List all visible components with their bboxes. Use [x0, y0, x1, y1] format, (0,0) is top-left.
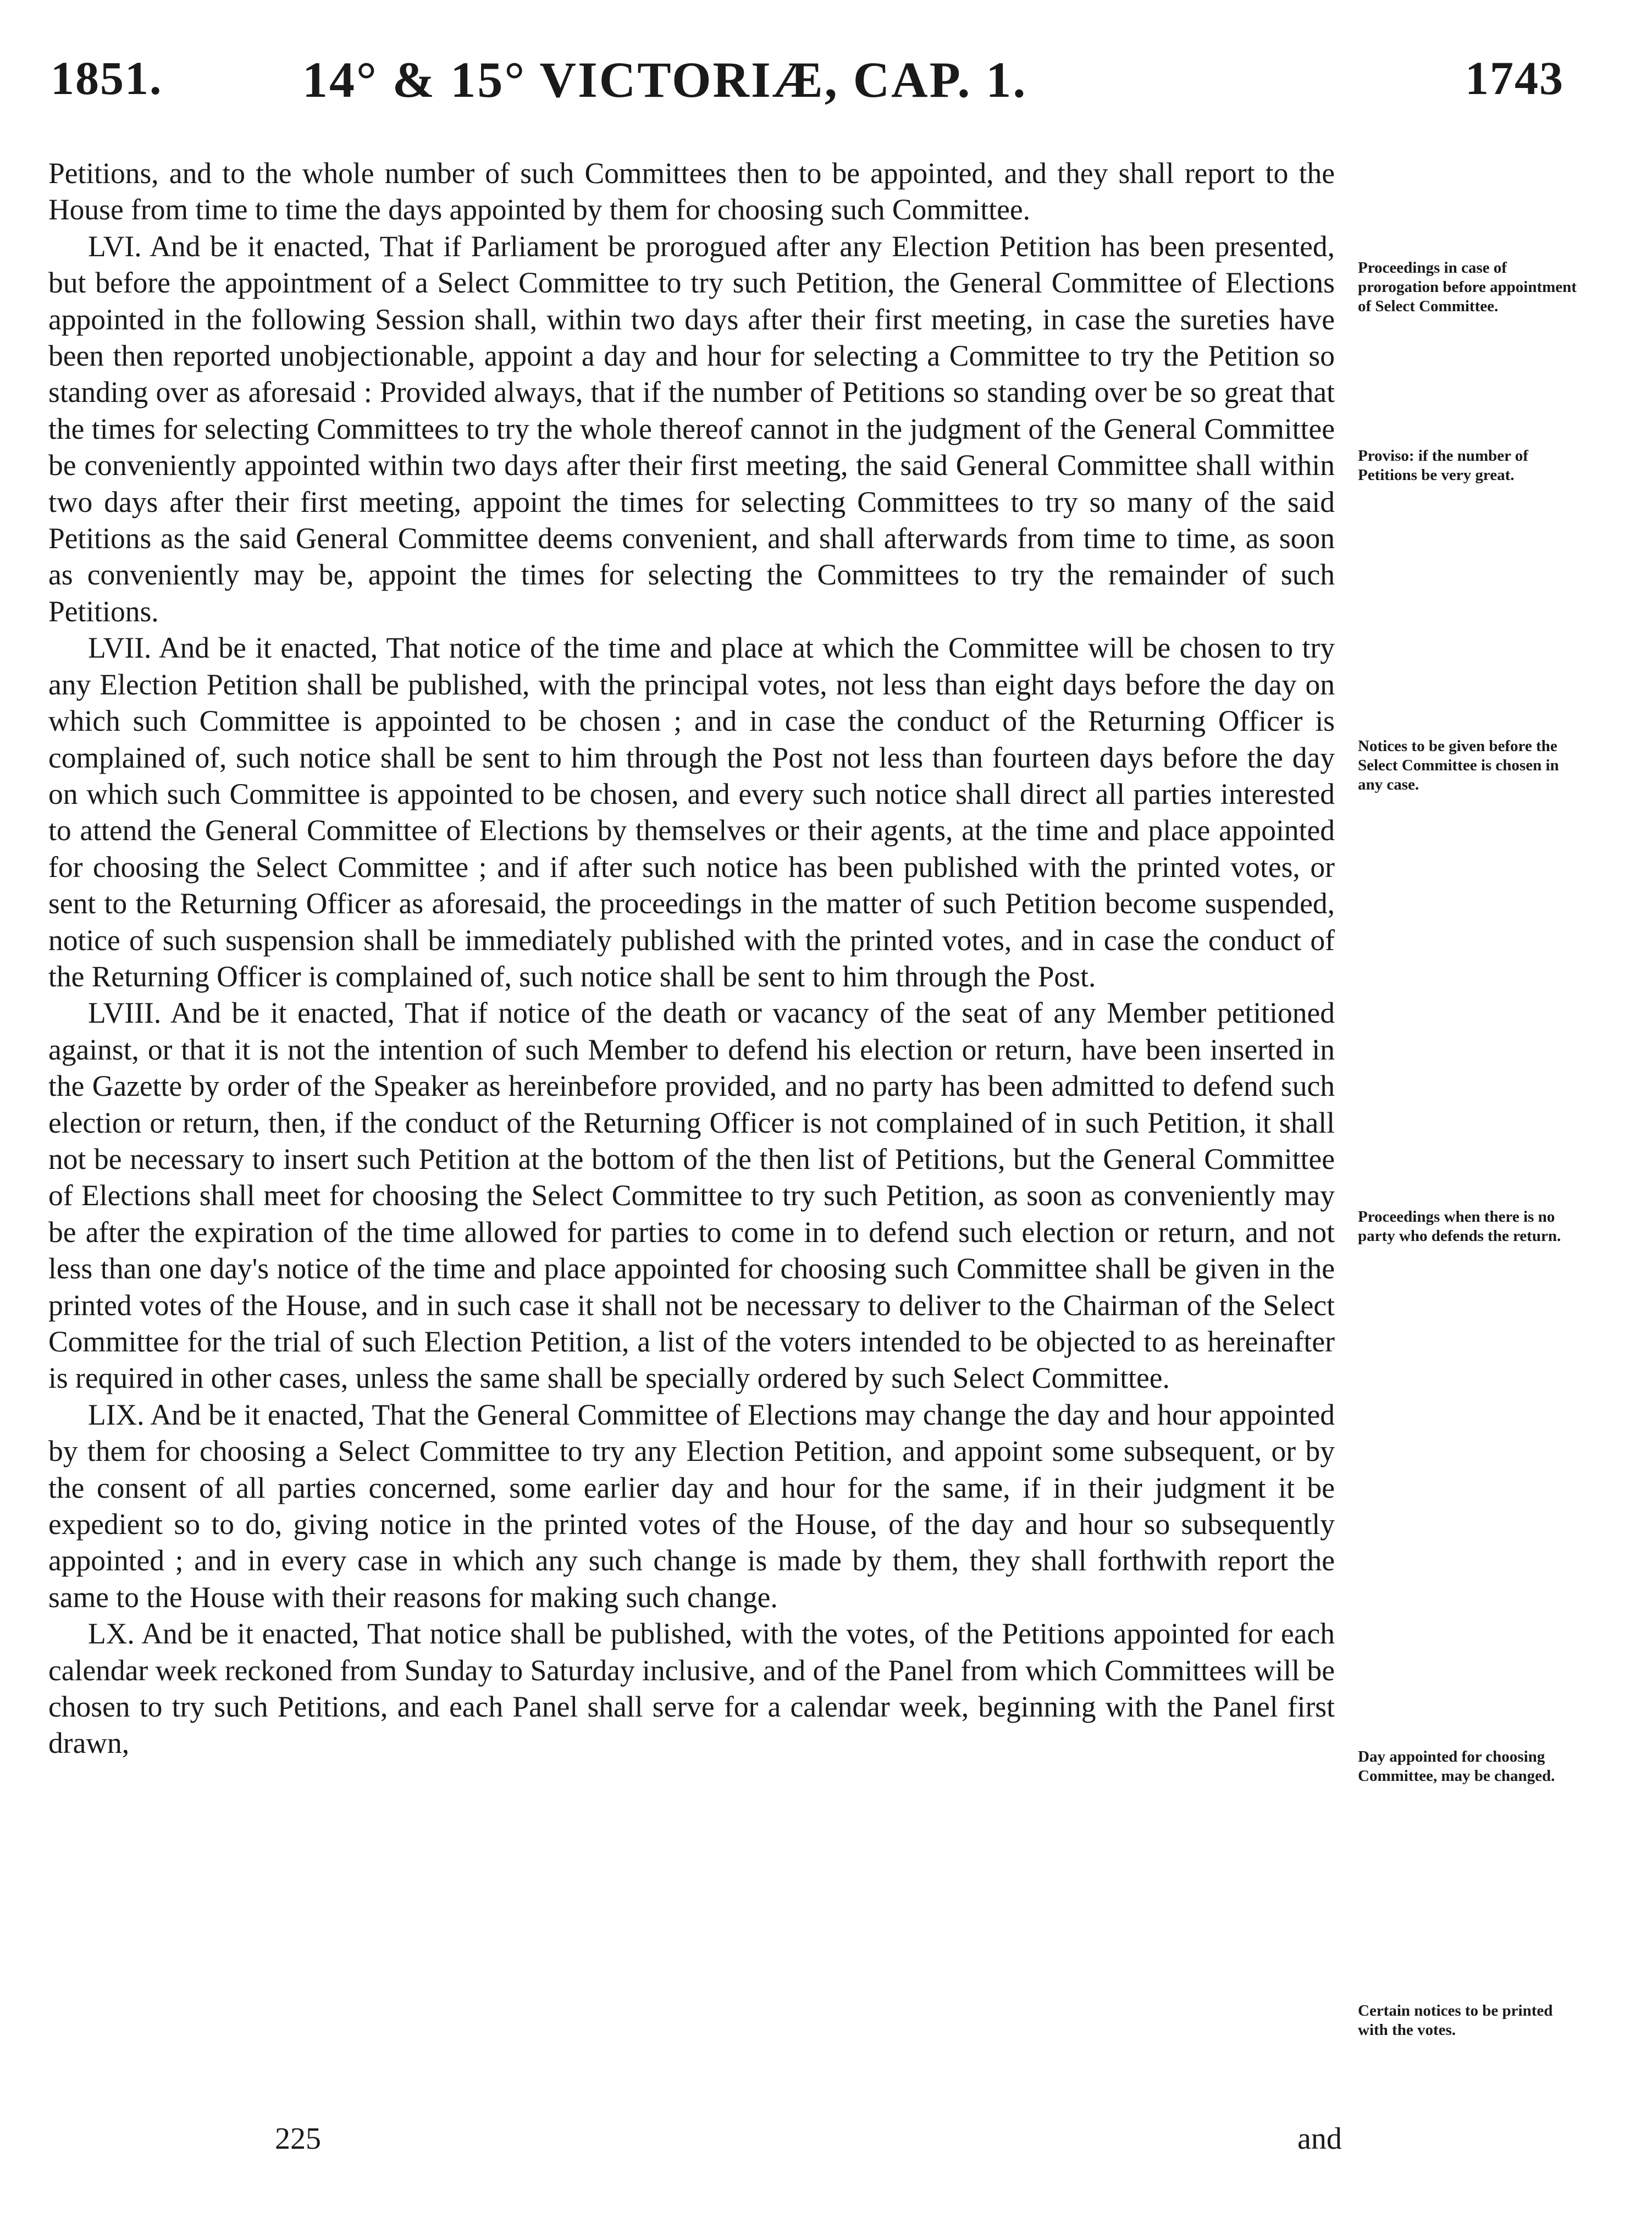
section-text: And be it enacted, That notice shall be published, with the votes, of the Petitions appointed for each calendar week reckoned from Sunday to Saturday inclusive, and of the Panel from which Committees will be chosen to try such Petitions, and each Panel shall serve for a calendar week, beginning with the Panel first drawn, [48, 1617, 1335, 1760]
section-number: LVI. [88, 229, 142, 263]
section-lx [48, 1615, 1335, 1762]
marginal-note-prorogation: Proceedings in case of prorogation before appointment of Select Committee. [1358, 259, 1577, 315]
running-title: 14° & 15° VICTORIÆ, CAP. 1. [302, 52, 1027, 108]
marginal-note-proviso: Proviso: if the number of Petitions be very great. [1358, 447, 1528, 484]
section-lvi [48, 228, 1335, 630]
header-year: 1851. [51, 52, 163, 104]
section-lviii [48, 995, 1335, 1396]
section-lvii [48, 630, 1335, 995]
marginal-note-certain-notices: Certain notices to be printed with the votes. [1358, 2002, 1553, 2039]
statute-text [48, 155, 1335, 1762]
marginal-note-notices: Notices to be given before the Select Committee is chosen in any case. [1358, 737, 1559, 793]
catchword: and [1297, 2122, 1342, 2156]
signature-mark: 225 [275, 2122, 321, 2156]
section-number: LVIII. [88, 996, 162, 1030]
marginal-note-no-party: Proceedings when there is no party who defends the return. [1358, 1208, 1561, 1245]
section-number: LX. [88, 1617, 135, 1651]
section-text: And be it enacted, That if notice of the death or vacancy of the seat of any Member petitioned against, or that it is not the intention of such Member to defend his election or return, have been inserted in the Gazette by order of the Speaker as hereinbefore provided, and no party has been admitted to defend such election or return, then, if the conduct of the Returning Officer is not complained of in such Petition, it shall not be necessary to insert such Petition at the bottom of the then list of Petitions, but the General Committee of Elections shall meet for choosing the Select Committee to try such Petition, as soon as conveniently may be after the expiration of the time allowed for parties to come in to defend such election or return, and not less than one day's notice of the time and place appointed for choosing such Committee shall be given in the printed votes of the House, and in such case it shall not be necessary to deliver to the Chairman of the Select Committee for the trial of such Election Petition, a list of the voters intended to be objected to as hereinafter is required in other cases, unless the same shall be specially ordered by such Select Committee. [48, 996, 1335, 1395]
section-number: LIX. [88, 1398, 145, 1431]
marginal-note-day-changed: Day appointed for choosing Committee, may be changed. [1358, 1748, 1555, 1785]
section-number: LVII. [88, 631, 152, 665]
section-text: And be it enacted, That the General Committee of Elections may change the day and hour appointed by them for choosing a Select Committee to try any Election Petition, and appoint some subsequent, or by the consent of all parties concerned, some earlier day and hour for the same, if in their judgment it be expedient so to do, giving notice in the printed votes of the House, of the day and hour so subsequently appointed ; and in every case in which any such change is made by them, they shall forthwith report the same to the House with their reasons for making such change. [48, 1398, 1335, 1614]
section-lix [48, 1397, 1335, 1615]
section-text: And be it enacted, That notice of the time and place at which the Committee will be chosen to try any Election Petition shall be published, with the principal votes, not less than eight days before the day on which such Committee is appointed to be chosen ; and in case the conduct of the Returning Officer is complained of, such notice shall be sent to him through the Post not less than fourteen days before the day on which such Committee is appointed to be chosen, and every such notice shall direct all parties interested to attend the General Committee of Elections by themselves or their agents, at the time and place appointed for choosing the Select Committee ; and if after such notice has been published with the printed votes, or sent to the Returning Officer as aforesaid, the proceedings in the matter of such Petition become suspended, notice of such suspension shall be immediately published with the printed votes, and in case the conduct of the Returning Officer is complained of, such notice shall be sent to him through the Post. [48, 631, 1335, 993]
section-text: And be it enacted, That if Parliament be prorogued after any Election Petition has been presented, but before the appointment of a Select Committee to try such Petition, the General Committee of Elections appointed in the following Session shall, within two days after their first meeting, in case the sureties have been then reported unobjectionable, appoint a day and hour for selecting a Committee to try the Petition so standing over as aforesaid : Provided always, that if the number of Petitions so standing over be so great that the times for selecting Committees to try the whole thereof cannot in the judgment of the General Committee be conveniently appointed within two days after their first meeting, the said General Committee shall within two days after their first meeting, appoint the times for selecting Committees to try so many of the said Petitions as the said General Committee deems convenient, and shall afterwards from time to time, as soon as conveniently may be, appoint the times for selecting the Committees to try the remainder of such Petitions. [48, 229, 1335, 628]
page-number: 1743 [1465, 52, 1564, 104]
opening-paragraph: Petitions, and to the whole number of such Committees then to be appointed, and they shall report to the House from time to time the days appointed by them for choosing such Committee. [48, 157, 1335, 227]
